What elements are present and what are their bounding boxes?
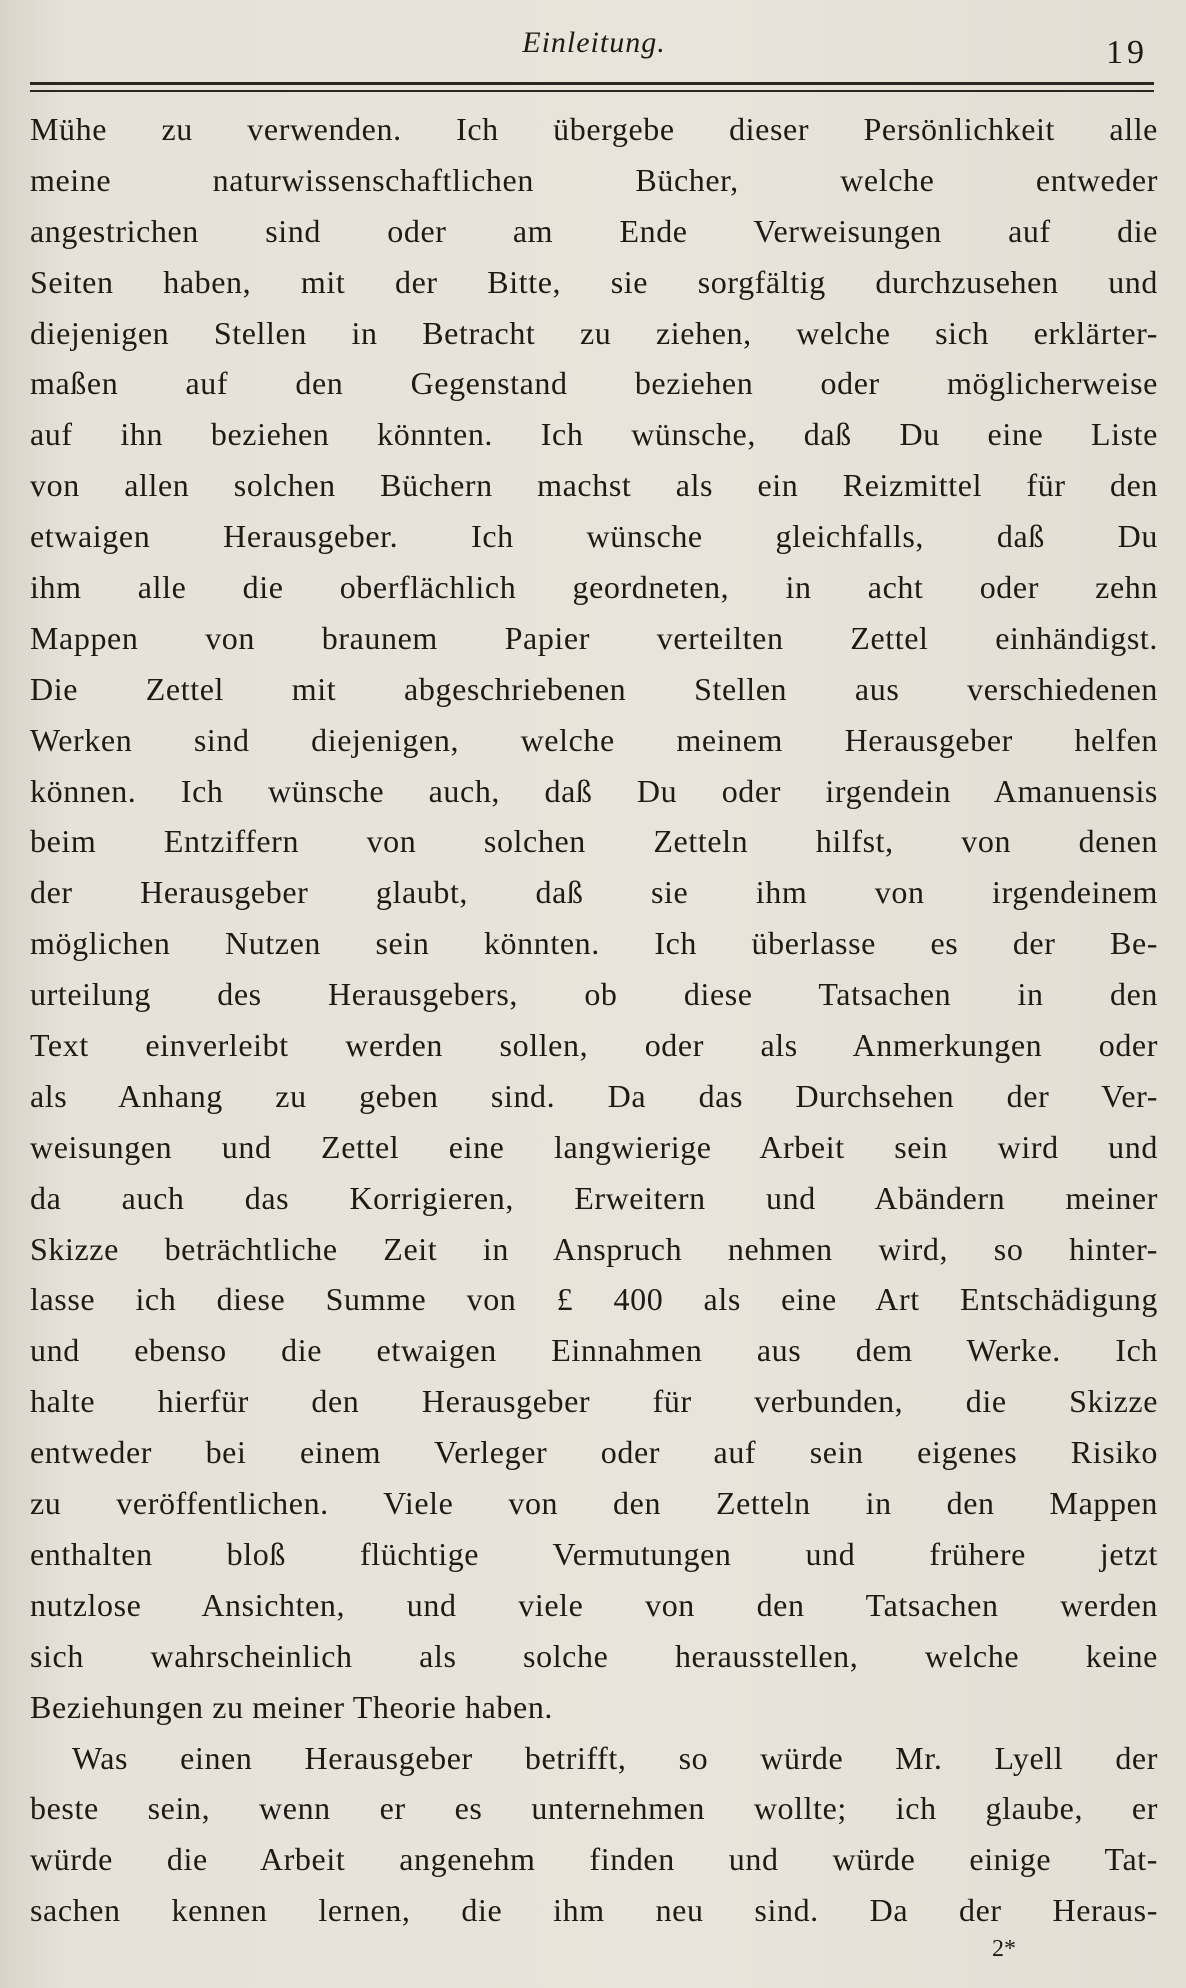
text-line: und ebenso die etwaigen Einnahmen aus dem Werke. Ich (30, 1332, 1158, 1369)
text-line: weisungen und Zettel eine langwierige Arbeit sein wird und (30, 1128, 1158, 1165)
text-line: nutzlose Ansichten, und viele von den Tatsachen werden (30, 1586, 1158, 1623)
page-header (30, 22, 1158, 72)
text-line: können. Ich wünsche auch, daß Du oder irgendein Amanuensis (30, 772, 1158, 809)
text-line: urteilung des Herausgebers, ob diese Tatsachen in den (30, 976, 1158, 1013)
text-line: Die Zettel mit abgeschriebenen Stellen aus verschiedenen (30, 670, 1158, 707)
text-line: beim Entziffern von solchen Zetteln hilfst, von denen (30, 823, 1158, 860)
text-line: zu veröffentlichen. Viele von den Zetteln in den Mappen (30, 1485, 1158, 1522)
text-line: beste sein, wenn er es unternehmen wollte; ich glaube, er (30, 1790, 1158, 1827)
text-line: Mühe zu verwenden. Ich übergebe dieser Persönlichkeit alle (30, 111, 1158, 147)
paragraph-end-line: Beziehungen zu meiner Theorie haben. (30, 1688, 554, 1725)
text-line: Mappen von braunem Papier verteilten Zettel einhändigst. (30, 619, 1158, 656)
text-line: als Anhang zu geben sind. Da das Durchsehen der Ver- (30, 1077, 1158, 1114)
text-line: halte hierfür den Herausgeber für verbunden, die Skizze (30, 1383, 1158, 1420)
text-line: Werken sind diejenigen, welche meinem Herausgeber helfen (30, 721, 1158, 758)
text-line: von allen solchen Büchern machst als ein Reizmittel für den (30, 467, 1158, 504)
text-line: der Herausgeber glaubt, daß sie ihm von irgendeinem (30, 874, 1158, 911)
text-line: auf ihn beziehen könnten. Ich wünsche, daß Du eine Liste (30, 416, 1158, 453)
printer-signature-mark: 2* (992, 1936, 1016, 1962)
body-text (30, 104, 1158, 1936)
text-line: etwaigen Herausgeber. Ich wünsche gleichfalls, daß Du (30, 518, 1158, 555)
header-rule-thin (30, 90, 1154, 92)
running-title: Einleitung. (522, 26, 666, 59)
text-line: sachen kennen lernen, die ihm neu sind. Da der Heraus- (30, 1892, 1158, 1929)
text-line: lasse ich diese Summe von £ 400 als eine Art Entschädigung (30, 1281, 1158, 1318)
text-line: angestrichen sind oder am Ende Verweisungen auf die (30, 212, 1158, 249)
text-line: ihm alle die oberflächlich geordneten, in acht oder zehn (30, 569, 1158, 606)
text-line: Text einverleibt werden sollen, oder als Anmerkungen oder (30, 1027, 1158, 1064)
text-line: meine naturwissenschaftlichen Bücher, welche entweder (30, 161, 1158, 198)
text-line: entweder bei einem Verleger oder auf sein eigenes Risiko (30, 1434, 1158, 1471)
page-number: 19 (1106, 34, 1148, 71)
text-line: diejenigen Stellen in Betracht zu ziehen, welche sich erklärter- (30, 314, 1158, 351)
text-line: enthalten bloß flüchtige Vermutungen und frühere jetzt (30, 1535, 1158, 1572)
text-line: maßen auf den Gegenstand beziehen oder möglicherweise (30, 365, 1158, 402)
paragraph-start-line: Was einen Herausgeber betrifft, so würde Mr. Lyell der (72, 1739, 1158, 1776)
text-line: sich wahrscheinlich als solche herausstellen, welche keine (30, 1637, 1158, 1674)
text-line: Seiten haben, mit der Bitte, sie sorgfältig durchzusehen und (30, 263, 1158, 300)
header-rule-thick (30, 82, 1154, 85)
text-line: Skizze beträchtliche Zeit in Anspruch nehmen wird, so hinter- (30, 1230, 1158, 1267)
text-line: würde die Arbeit angenehm finden und würde einige Tat- (30, 1841, 1158, 1878)
text-line: möglichen Nutzen sein könnten. Ich überlasse es der Be- (30, 925, 1158, 962)
text-line: da auch das Korrigieren, Erweitern und Abändern meiner (30, 1179, 1158, 1216)
